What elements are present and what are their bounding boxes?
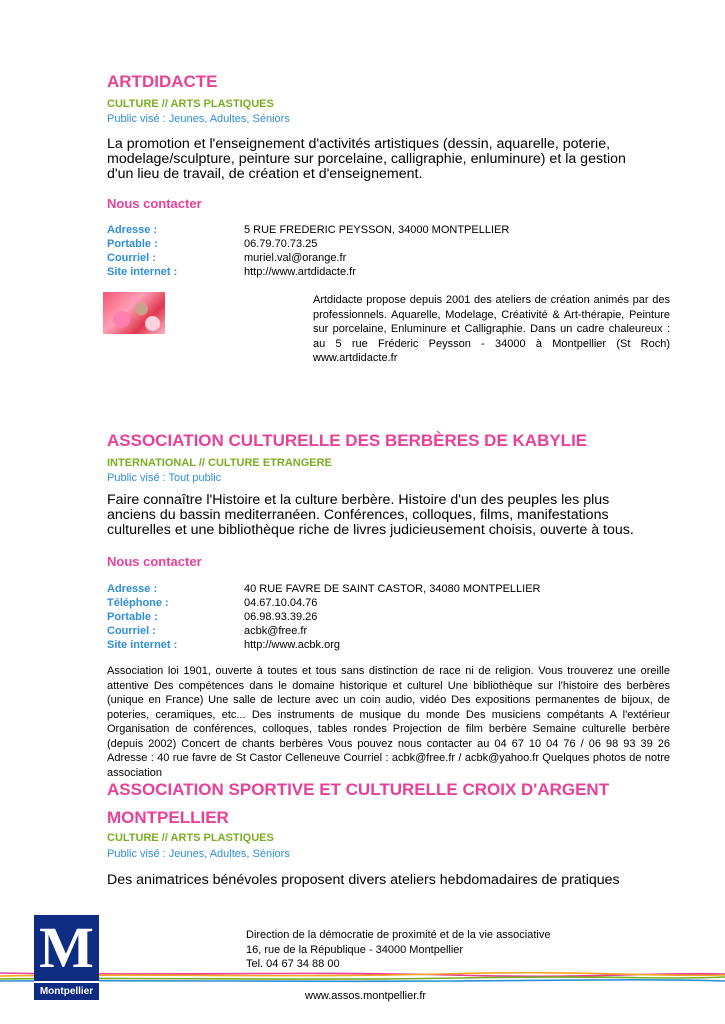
contact-row (107, 624, 541, 638)
entry-category: CULTURE // ARTS PLASTIQUES (107, 98, 274, 110)
contact-value: 04.67.10.04.76 (244, 597, 318, 609)
entry-title: ARTDIDACTE (107, 72, 218, 91)
entry-category: CULTURE // ARTS PLASTIQUES (107, 832, 274, 844)
logo-name: Montpellier (39, 986, 94, 997)
footer-line: 16, rue de la République - 34000 Montpellier (246, 943, 464, 956)
contact-label: Adresse : (107, 583, 158, 595)
entry-title-continued: MONTPELLIER (107, 808, 229, 827)
entry-public: Public visé : Jeunes, Adultes, Séniors (107, 848, 290, 860)
artwork-thumbnail (103, 292, 165, 334)
contact-label: Courriel : (107, 252, 156, 264)
contact-link[interactable]: muriel.val@orange.fr (244, 252, 347, 264)
contact-label: Courriel : (107, 625, 156, 637)
entry-public: Public visé : Jeunes, Adultes, Séniors (107, 113, 290, 125)
footer-line: Tel. 04 67 34 88 00 (246, 958, 340, 970)
contact-value: 06.79.70.73.25 (244, 238, 318, 250)
montpellier-logo (34, 915, 99, 1000)
contact-label: Portable : (107, 611, 158, 623)
entry-extra-text: Artdidacte propose depuis 2001 des ateliers de création animés par des professionnels. Aquarelle, Modelage, Créativité & Art-thérapie, Peinture sur porcelaine, Enluminure et Calligraphie. Dans un cadre chaleureux : au 5 rue Fréderic Peysson - 34000 à Montpellier (St Roch) www.artdidacte.fr (313, 294, 670, 364)
contact-label: Téléphone : (107, 597, 169, 609)
entry-title: ASSOCIATION SPORTIVE ET CULTURELLE CROIX D'ARGENT (107, 780, 610, 799)
contact-label: Adresse : (107, 224, 158, 236)
contact-value: 40 RUE FAVRE DE SAINT CASTOR, 34080 MONTPELLIER (244, 583, 541, 595)
contact-label: Site internet : (107, 639, 178, 651)
logo-letter: M (39, 915, 94, 980)
contact-row (107, 596, 541, 610)
footer-line: Direction de la démocratie de proximité et de la vie associative (246, 929, 551, 941)
contact-label: Portable : (107, 238, 158, 250)
contact-row (107, 265, 509, 279)
entry-extra-text: Association loi 1901, ouverte à toutes et tous sans distinction de race ni de religion. Vous trouverez une oreille attentive Des compétences dans le domaine historique et culturel Une bibliothèque sur l'histoire des berbères (unique en France) Une salle de lecture avec un coin audio, vidéo Des expositions permanentes de bijoux, de poteries, ceramiques, etc... Des instruments de musique du monde Des musiciens compétants A l'extérieur Organisation de conférences, colloques, tables rondes Projection de film berbère Semaine culturelle berbère (depuis 2002) Concert de chants berbères Vous pouvez nous contacter au 04 67 10 04 76 / 06 98 93 39 26 Adresse : 40 rue favre de St Castor Celleneuve Courriel : acbk@free.fr / acbk@yahoo.fr Quelques photos de notre association (107, 665, 670, 779)
entry-public: Public visé : Tout public (107, 472, 222, 484)
contact-link[interactable]: http://www.artdidacte.fr (244, 266, 356, 278)
decorative-stripes (0, 971, 725, 983)
contact-value: 5 RUE FREDERIC PEYSSON, 34000 MONTPELLIER (244, 224, 510, 236)
contact-label: Site internet : (107, 266, 178, 278)
footer-address (246, 928, 550, 972)
contact-value: 06.98.93.39.26 (244, 611, 318, 623)
entry-title: ASSOCIATION CULTURELLE DES BERBÈRES DE KABYLIE (107, 431, 588, 450)
entry-description: La promotion et l'enseignement d'activités artistiques (dessin, aquarelle, poterie, modelage/sculpture, peinture sur porcelaine, calligraphie, enluminure) et la gestion d'un lieu de travail, de création et d'enseignement. (107, 136, 626, 182)
contact-heading: Nous contacter (107, 554, 202, 569)
entry-description: Faire connaître l'Histoire et la culture berbère. Histoire d'un des peuples les plus anciens du bassin mediterranéen. Conférences, colloques, films, manifestations culturelles et une bibliothèque riche de livres judicieusement choisis, ouverte à tous. (107, 492, 634, 538)
contact-row (107, 223, 509, 237)
contact-heading: Nous contacter (107, 196, 202, 211)
contact-row (107, 237, 509, 251)
footer-url-link[interactable]: www.assos.montpellier.fr (305, 990, 427, 1002)
contact-row (107, 582, 541, 596)
entry-category: INTERNATIONAL // CULTURE ETRANGERE (107, 457, 332, 469)
contact-link[interactable]: acbk@free.fr (244, 625, 308, 637)
contact-table (107, 223, 509, 279)
contact-table (107, 582, 541, 652)
entry-description: Des animatrices bénévoles proposent divers ateliers hebdomadaires de pratiques (107, 872, 620, 888)
contact-row (107, 610, 541, 624)
contact-link[interactable]: http://www.acbk.org (244, 639, 340, 651)
contact-row (107, 251, 509, 265)
contact-row (107, 638, 541, 652)
